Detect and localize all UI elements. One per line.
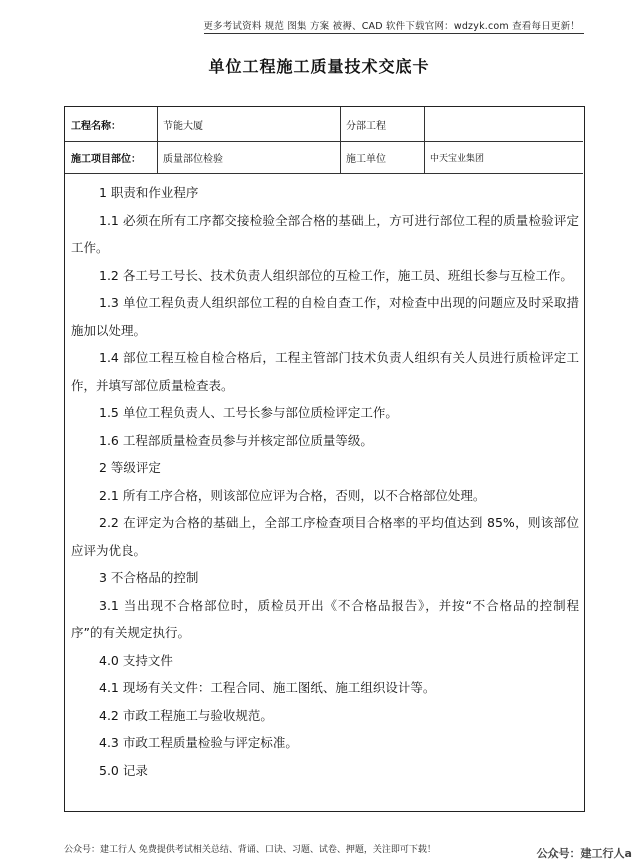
paragraph: 4.1 现场有关文件：工程合同、施工图纸、施工组织设计等。 [99,680,436,695]
paragraph: 4.3 市政工程质量检验与评定标准。 [99,735,298,750]
project-name-value: 节能大厦 [163,120,203,132]
paragraph: 3.1 当出现不合格部位时，质检员开出《不合格品报告》，并按“不合格品的控制程序”的有关规定执行。 [71,597,579,640]
paragraph: 2.2 在评定为合格的基础上，全部工序检查项目合格率的平均值达到 85%，则该部位应评为优良。 [71,515,579,558]
paragraph: 2.1 所有工序合格，则该部位应评为合格，否则，以不合格部位处理。 [99,487,486,503]
disclosure-form [64,106,585,812]
construction-unit-label: 施工单位 [346,153,386,165]
paragraph: 5.0 记录 [99,762,148,778]
banner-rule [204,33,584,34]
sub-project-value [424,107,583,141]
paragraph: 3 不合格品的控制 [99,570,199,585]
paragraph: 1.4 部位工程互检自检合格后，工程主管部门技术负责人组织有关人员进行质检评定工作，并填写部位质量检查表。 [71,350,579,393]
paragraph: 4.0 支持文件 [99,652,173,668]
paragraph: 1.6 工程部质量检查员参与并核定部位质量等级。 [99,432,373,448]
paragraph: 1.2 各工号工号长、技术负责人组织部位的互检工作，施工员、班组长参与互检工作。 [99,267,573,283]
paragraph: 4.2 市政工程施工与验收规范。 [99,707,273,723]
row-divider-2 [65,173,583,174]
paragraph: 2 等级评定 [99,460,161,475]
paragraph: 1.1 必须在所有工序都交接检验全部合格的基础上，方可进行部位工程的质量检验评定工作。 [71,212,579,255]
construction-unit-value: 中天宝业集团 [430,153,485,164]
disclosure-content [71,179,579,784]
watermark: 公众号：建工行人a [536,847,632,860]
top-banner: 更多考试资料 规范 图集 方案 被褥、CAD 软件下载官网：wdzyk.com 查看每日更新！ [203,21,580,32]
paragraph: 1 职责和作业程序 [99,185,199,200]
document-title: 单位工程施工质量技术交底卡 [208,57,430,76]
footer-note: 公众号：建工行人 免费提供考试相关总结、背诵、口诀、习题、试卷、押题，关注即可下载！ [64,845,436,855]
paragraph: 1.5 单位工程负责人、工号长参与部位质检评定工作。 [99,405,398,420]
paragraph: 1.3 单位工程负责人组织部位工程的自检自查工作，对检查中出现的问题应及时采取措施加以处理。 [71,295,579,338]
construction-part-label: 施工项目部位： [71,153,141,165]
project-name-label: 工程名称： [71,120,121,132]
sub-project-label: 分部工程 [346,120,386,132]
construction-part-value: 质量部位检验 [163,153,223,165]
